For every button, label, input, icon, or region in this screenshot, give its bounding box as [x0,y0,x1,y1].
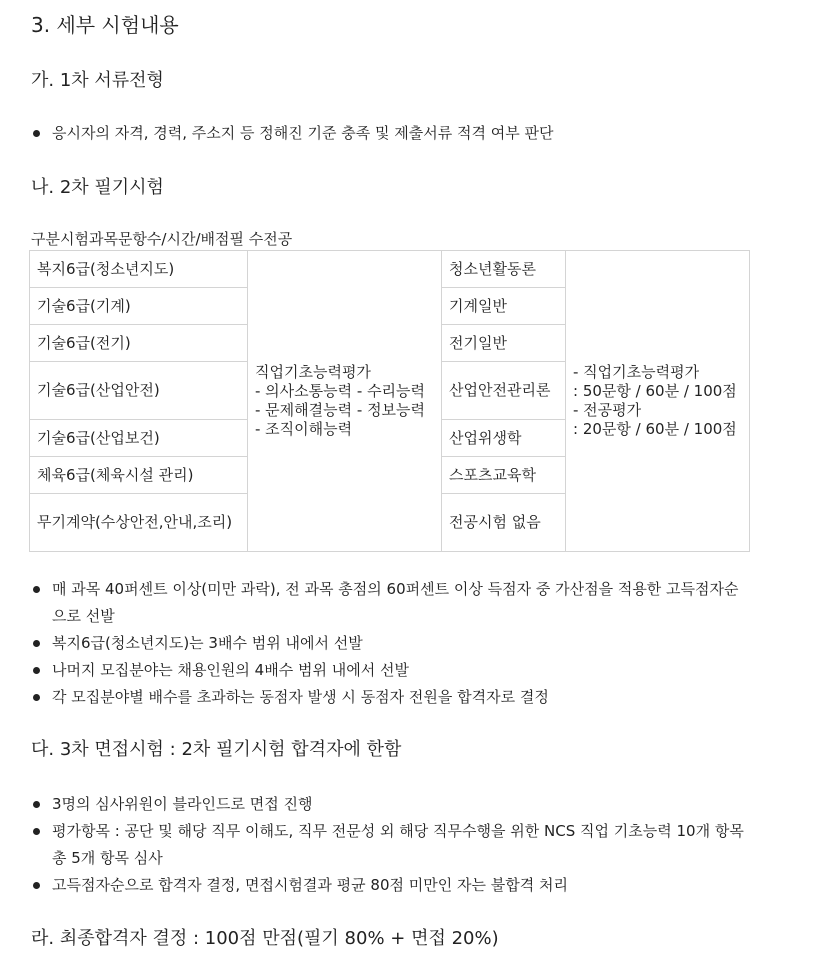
section-title: 3. 세부 시험내용 [31,13,179,37]
list-item: 고득점자순으로 합격자 결정, 면접시험결과 평균 80점 미만인 자는 불합격 처리 [31,872,751,899]
list-item: 나머지 모집분야는 채용인원의 4배수 범위 내에서 선발 [31,657,751,684]
major-cell: 기계일반 [442,288,566,325]
stage1-bullet-list [31,120,751,147]
major-cell: 전기일반 [442,325,566,362]
category-cell: 체육6급(체육시설 관리) [30,457,248,494]
questions-time-score-cell: - 직업기초능력평가 : 50문항 / 60분 / 100점 - 전공평가 : 20문항 / 60분 / 100점 [566,251,750,552]
stage4-heading: 라. 최종합격자 결정 : 100점 만점(필기 80% + 면접 20%) [31,928,499,949]
stage1-heading: 가. 1차 서류전형 [31,70,164,91]
list-item: 각 모집분야별 배수를 초과하는 동점자 발생 시 동점자 전원을 합격자로 결정 [31,684,751,711]
category-cell: 기술6급(전기) [30,325,248,362]
stage2-heading: 나. 2차 필기시험 [31,177,164,198]
category-cell: 기술6급(산업보건) [30,420,248,457]
exam-table [29,250,750,552]
major-cell: 전공시험 없음 [442,494,566,552]
list-item: 복지6급(청소년지도)는 3배수 범위 내에서 선발 [31,630,751,657]
major-cell: 산업위생학 [442,420,566,457]
category-cell: 기술6급(산업안전) [30,362,248,420]
stage3-heading: 다. 3차 면접시험 : 2차 필기시험 합격자에 한함 [31,739,402,760]
stage2-bullet-list [31,576,751,711]
major-cell: 산업안전관리론 [442,362,566,420]
table-row [30,251,750,288]
list-item: 매 과목 40퍼센트 이상(미만 과락), 전 과목 총점의 60퍼센트 이상 득점자 중 가산점을 적용한 고득점자순으로 선발 [31,576,751,630]
common-subject-cell: 직업기초능력평가 - 의사소통능력 - 수리능력 - 문제해결능력 - 정보능력 - 조직이해능력 [248,251,442,552]
major-cell: 청소년활동론 [442,251,566,288]
category-cell: 기술6급(기계) [30,288,248,325]
table-caption: 구분시험과목문항수/시간/배점필 수전공 [31,230,293,248]
major-cell: 스포츠교육학 [442,457,566,494]
list-item: 3명의 심사위원이 블라인드로 면접 진행 [31,791,751,818]
category-cell: 복지6급(청소년지도) [30,251,248,288]
list-item: 평가항목 : 공단 및 해당 직무 이해도, 직무 전문성 외 해당 직무수행을 위한 NCS 직업 기초능력 10개 항목 총 5개 항목 심사 [31,818,751,872]
list-item: 응시자의 자격, 경력, 주소지 등 정해진 기준 충족 및 제출서류 적격 여부 판단 [31,120,751,147]
category-cell: 무기계약(수상안전,안내,조리) [30,494,248,552]
stage3-bullet-list [31,791,751,899]
